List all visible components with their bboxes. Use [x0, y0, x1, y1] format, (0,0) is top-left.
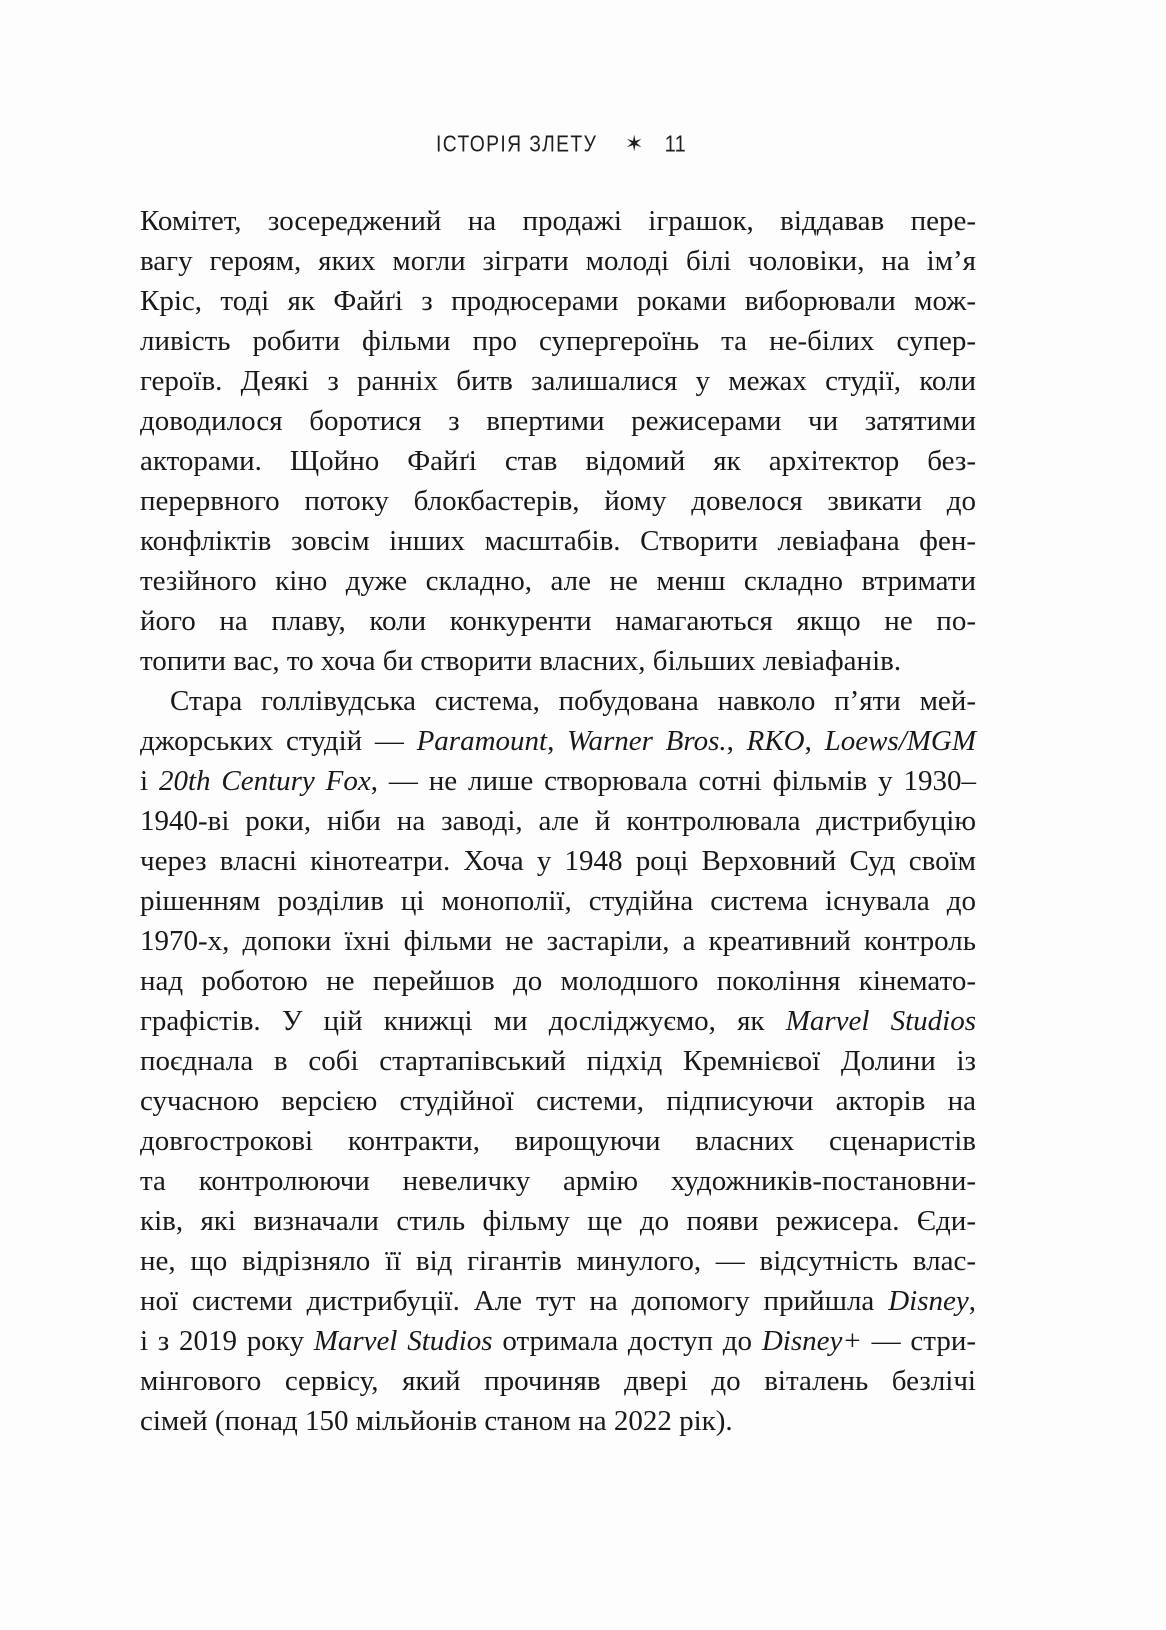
- text-line: [140, 281, 976, 321]
- text-line: [140, 361, 976, 401]
- text-line: [140, 921, 976, 961]
- italic-text-segment: Paramount: [416, 725, 548, 757]
- text-segment: Комітет, зосереджений на продажі іграшок, віддавав пере-: [140, 205, 976, 237]
- text-segment: перервного потоку блокбастерів, йому довелося звикати до: [140, 485, 976, 517]
- text-line: [140, 201, 976, 241]
- text-line: [140, 801, 976, 841]
- text-line: [140, 1401, 976, 1441]
- text-segment: героїв. Деякі з ранніх битв залишалися у межах студії, коли: [140, 365, 976, 397]
- italic-text-segment: Warner Bros.: [567, 725, 727, 757]
- text-line: [140, 441, 976, 481]
- text-segment: і з 2019 року: [140, 1325, 314, 1357]
- italic-text-segment: Disney: [888, 1285, 969, 1317]
- text-segment: графістів. У цій книжці ми досліджуємо, як: [140, 1005, 786, 1037]
- text-line: [140, 561, 976, 601]
- text-segment: отримала доступ до: [492, 1325, 762, 1357]
- text-segment: доводилося боротися з впертими режисерами чи затятими: [140, 405, 976, 437]
- text-line: [140, 1361, 976, 1401]
- text-segment: конфліктів зовсім інших масштабів. Створити левіафана фен-: [140, 525, 976, 557]
- text-line: [140, 1321, 976, 1361]
- text-line: [140, 721, 976, 761]
- text-line: [140, 1121, 976, 1161]
- text-segment: — стри-: [861, 1325, 976, 1357]
- text-segment: рішенням розділив ці монополії, студійна система існувала до: [140, 885, 976, 917]
- text-line: [140, 1201, 976, 1241]
- text-segment: сімей (понад 150 мільйонів станом на 2022 рік).: [140, 1405, 733, 1437]
- text-segment: тезійного кіно дуже складно, але не менш складно втримати: [140, 565, 976, 597]
- italic-text-segment: Marvel Studios: [313, 1325, 493, 1357]
- text-segment: над роботою не перейшов до молодшого покоління кінемато-: [140, 965, 976, 997]
- text-segment: 1970-х, допоки їхні фільми не застаріли, а креативний контроль: [140, 925, 976, 957]
- text-segment: та контролюючи невеличку армію художників-постановни-: [140, 1165, 976, 1197]
- text-line: [140, 601, 976, 641]
- italic-text-segment: Loews/MGM: [824, 725, 977, 757]
- text-segment: 1940-ві роки, ніби на заводі, але й контролювала дистрибуцію: [140, 805, 976, 837]
- text-segment: ,: [726, 725, 747, 757]
- text-segment: вагу героям, яких могли зіграти молоді білі чоловіки, на ім’я: [140, 245, 976, 277]
- star-icon: ✶: [625, 131, 644, 156]
- text-segment: ливість робити фільми про супергероїнь та не-білих супер-: [140, 325, 976, 357]
- text-line: [140, 1241, 976, 1281]
- text-segment: Стара голлівудська система, побудована навколо п’яти мей-: [170, 685, 976, 717]
- text-segment: ,: [804, 725, 825, 757]
- text-segment: , — не лише створювала сотні фільмів у 1930–: [370, 765, 976, 797]
- text-line: [140, 521, 976, 561]
- text-line: [140, 841, 976, 881]
- italic-text-segment: Marvel Studios: [785, 1005, 976, 1037]
- text-segment: поєднала в собі стартапівський підхід Кремнієвої Долини із: [140, 1045, 976, 1077]
- text-segment: не, що відрізняло її від гігантів минулого, — відсутність влас-: [140, 1245, 976, 1277]
- text-segment: акторами. Щойно Файґі став відомий як архітектор без-: [140, 445, 976, 477]
- italic-text-segment: RKO: [746, 725, 805, 757]
- text-segment: його на плаву, коли конкуренти намагаються якщо не по-: [140, 605, 976, 637]
- running-header: [140, 132, 976, 158]
- text-segment: ,: [547, 725, 568, 757]
- text-line: [140, 1001, 976, 1041]
- text-segment: сучасною версією студійної системи, підписуючи акторів на: [140, 1085, 976, 1117]
- text-line: [140, 401, 976, 441]
- text-line: [140, 641, 976, 681]
- page-number: 11: [665, 132, 687, 157]
- text-segment: ,: [968, 1285, 976, 1317]
- text-segment: через власні кінотеатри. Хоча у 1948 році Верховний Суд своїм: [140, 845, 976, 877]
- text-segment: і: [140, 765, 159, 797]
- text-line: [140, 1081, 976, 1121]
- text-line: [140, 1041, 976, 1081]
- text-line: [140, 1161, 976, 1201]
- text-line: [140, 761, 976, 801]
- text-line: [140, 321, 976, 361]
- text-line: [140, 681, 976, 721]
- text-segment: ної системи дистрибуції. Але тут на допомогу прийшла: [140, 1285, 889, 1317]
- body-text: [140, 201, 976, 1441]
- italic-text-segment: 20th Century Fox: [158, 765, 371, 797]
- italic-text-segment: Disney+: [761, 1325, 862, 1357]
- text-segment: Кріс, тоді як Файґі з продюсерами роками виборювали мож-: [140, 285, 976, 317]
- text-line: [140, 241, 976, 281]
- text-line: [140, 481, 976, 521]
- text-line: [140, 1281, 976, 1321]
- text-segment: топити вас, то хоча би створити власних, більших левіафанів.: [140, 645, 902, 677]
- text-line: [140, 961, 976, 1001]
- text-segment: ків, які визначали стиль фільму ще до появи режисера. Єди-: [140, 1205, 976, 1237]
- chapter-title: ІСТОРІЯ ЗЛЕТУ: [435, 132, 598, 157]
- text-segment: довгострокові контракти, вирощуючи власних сценаристів: [140, 1125, 976, 1157]
- text-line: [140, 881, 976, 921]
- text-segment: джорських студій —: [140, 725, 417, 757]
- text-segment: мінгового сервісу, який прочиняв двері до віталень безлічі: [140, 1365, 976, 1397]
